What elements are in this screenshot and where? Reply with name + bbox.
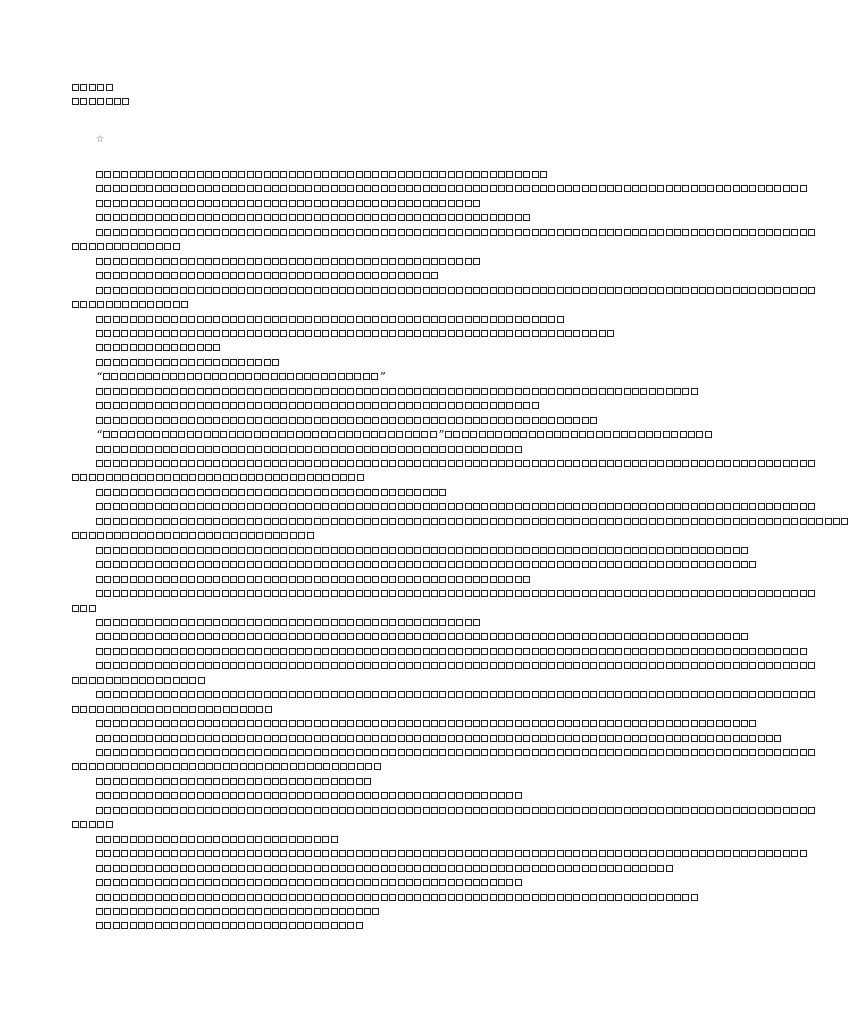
body-line [96, 684, 762, 694]
body-line [72, 670, 206, 680]
body-line [96, 843, 762, 853]
header-line-2 [72, 91, 131, 101]
body-line [96, 193, 481, 203]
body-line [96, 337, 222, 347]
body-line [96, 583, 762, 593]
body-line [96, 280, 762, 290]
body-line [96, 915, 364, 925]
body-line [96, 569, 532, 579]
body-line [96, 453, 762, 463]
body-line [96, 251, 481, 261]
body-line [96, 222, 762, 232]
body-line [72, 525, 315, 535]
body-line [96, 482, 448, 492]
body-line [72, 236, 181, 246]
body-line [96, 554, 758, 564]
body-line [96, 265, 439, 275]
body-line [96, 164, 548, 174]
body-line [72, 467, 365, 477]
body-line [96, 323, 615, 333]
body-line [96, 858, 674, 868]
body-line [96, 496, 762, 506]
body-line [96, 829, 339, 839]
body-line [96, 395, 540, 405]
body-line [72, 756, 382, 766]
body-line [96, 728, 762, 738]
body-line [96, 785, 523, 795]
body-line [72, 598, 97, 608]
body-line [72, 699, 273, 709]
body-line [96, 309, 565, 319]
body-line [96, 641, 762, 651]
body-line [96, 742, 762, 752]
body-line [96, 626, 749, 636]
body-line [96, 771, 372, 781]
body-line: “ ” [96, 369, 386, 384]
body-line [96, 872, 523, 882]
star-icon: ☆ [96, 131, 104, 146]
body-line [96, 800, 762, 810]
body-line [96, 178, 762, 188]
body-line [96, 439, 523, 449]
body-line [96, 207, 532, 217]
body-line [96, 381, 699, 391]
body-line [96, 713, 758, 723]
body-line [96, 655, 762, 665]
body-line [72, 294, 189, 304]
body-line [96, 511, 762, 521]
body-line [72, 814, 114, 824]
body-line [96, 410, 599, 420]
body-line [96, 887, 699, 897]
body-line: “ ” [96, 424, 713, 434]
body-line [96, 901, 381, 911]
body-line [96, 540, 749, 550]
body-line [96, 352, 280, 362]
header-line-1 [72, 77, 114, 87]
body-line [96, 612, 481, 622]
